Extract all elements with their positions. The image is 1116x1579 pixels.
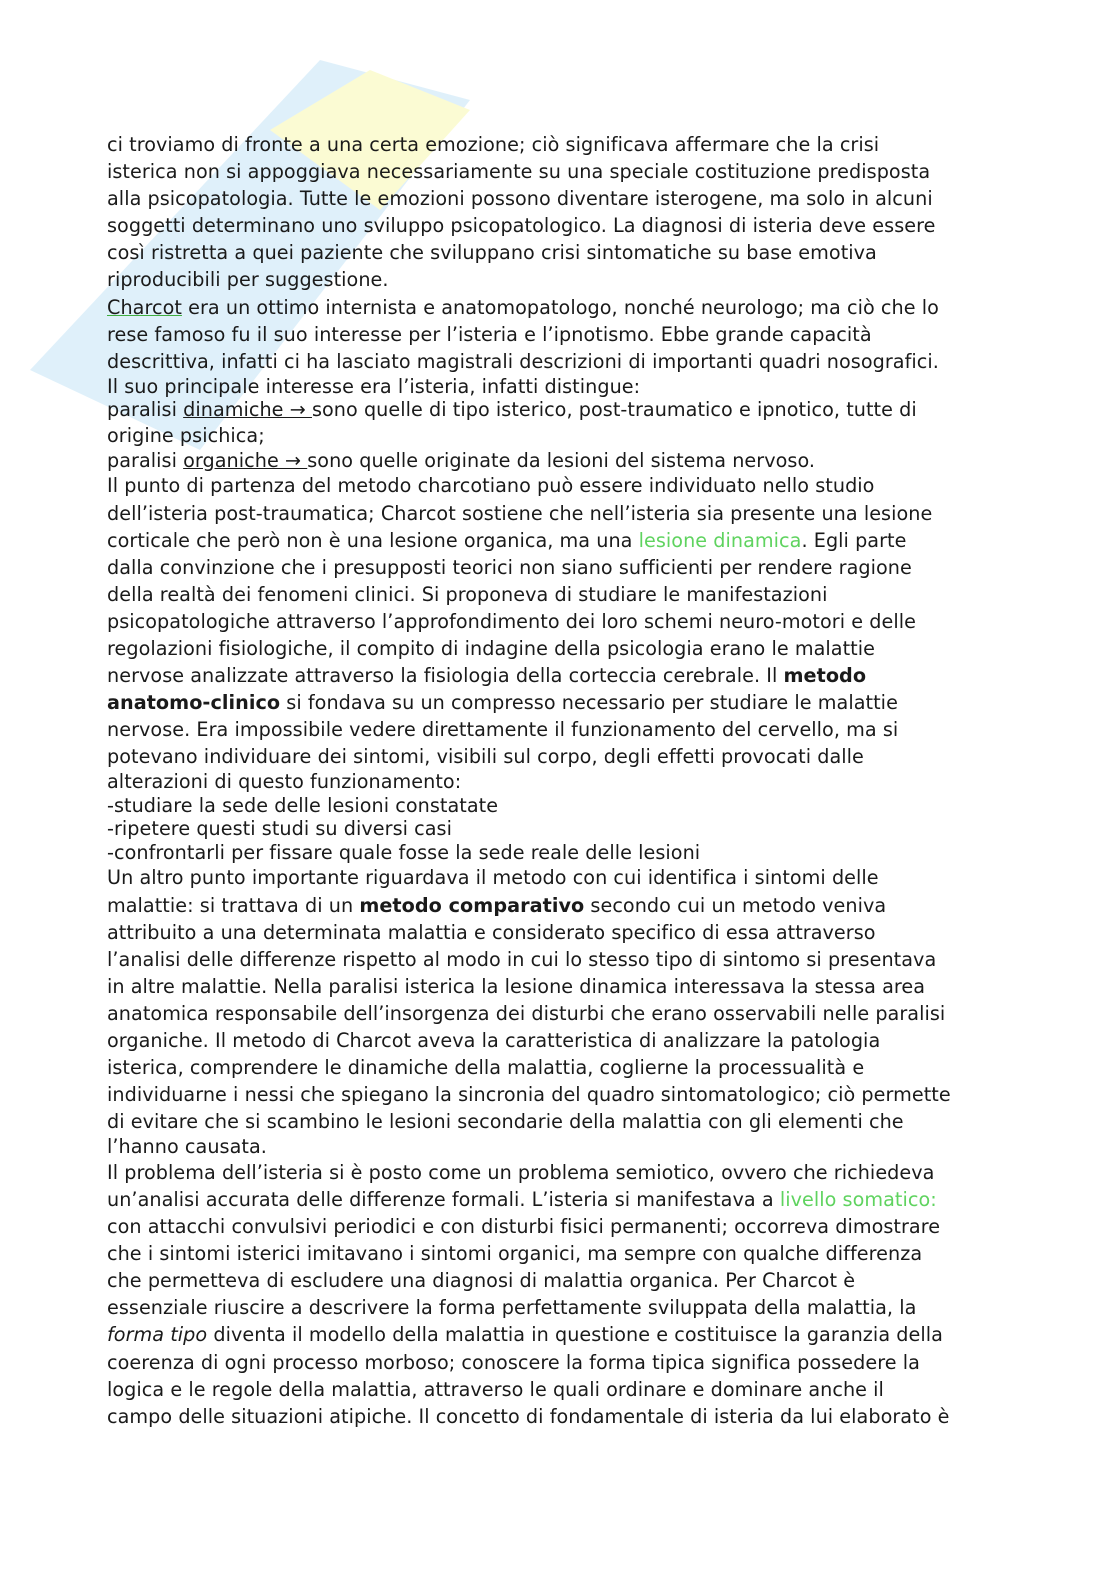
anatomo-clinico-bold: anatomo-clinico [107, 691, 281, 715]
text-line: logica e le regole della malattia, attraverso le quali ordinare e dominare anche il [107, 1377, 884, 1401]
text-line: origine psichica; [107, 423, 265, 447]
metodo-bold: metodo [783, 664, 867, 688]
list-item: -ripetere questi studi su diversi casi [107, 817, 452, 841]
dinamiche-underlined: dinamiche → [183, 398, 312, 422]
text-line: Il punto di partenza del metodo charcotiano può essere individuato nello studio [107, 474, 875, 498]
text-line [107, 689, 1007, 716]
text-line: organiche. Il metodo di Charcot aveva la caratteristica di analizzare la patologia [107, 1029, 881, 1053]
text-line: della realtà dei fenomeni clinici. Si proponeva di studiare le manifestazioni [107, 582, 828, 606]
text-line: in altre malattie. Nella paralisi isterica la lesione dinamica interessava la stessa area [107, 974, 926, 998]
text-span: paralisi [107, 448, 184, 472]
text-line: l’hanno causata. [107, 1135, 267, 1159]
charcot-underlined: Charcot [107, 295, 182, 319]
text-line: di evitare che si scambino le lesioni secondarie della malattia con gli elementi che [107, 1110, 904, 1134]
text-line: così ristretta a quei paziente che sviluppano crisi sintomatiche su base emotiva [107, 241, 877, 265]
text-line: alterazioni di questo funzionamento: [107, 770, 462, 794]
text-line [107, 662, 1007, 689]
text-line: Il suo principale interesse era l’isteria, infatti distingue: [107, 374, 641, 398]
text-line: riproducibili per suggestione. [107, 268, 389, 292]
text-span: diventa il modello della malattia in questione e costituisce la garanzia della [207, 1323, 943, 1347]
text-line: campo delle situazioni atipiche. Il concetto di fondamentale di isteria da lui elaborato è [107, 1404, 950, 1428]
text-line: che i sintomi isterici imitavano i sintomi organici, ma sempre con qualche differenza [107, 1242, 923, 1266]
text-line: psicopatologiche attraverso l’approfondimento dei loro schemi neuro-motori e delle [107, 609, 916, 633]
text-line: isterica, comprendere le dinamiche della malattia, coglierne la processualità e [107, 1056, 865, 1080]
livello-somatico-highlight: livello somatico: [779, 1188, 937, 1211]
text-line: attribuito a una determinata malattia e considerato specifico di essa attraverso [107, 920, 876, 944]
text-line [107, 449, 1007, 473]
text-line: anatomica responsabile dell’insorgenza dei disturbi che erano osservabili nelle paralisi [107, 1001, 946, 1025]
text-span: corticale che però non è una lesione organica, ma una [107, 528, 639, 552]
text-line: descrittiva, infatti ci ha lasciato magistrali descrizioni di importanti quadri nosografici. [107, 349, 939, 373]
text-span: secondo cui un metodo veniva [584, 893, 887, 917]
text-line [107, 527, 1007, 554]
text-span: si fondava su un compresso necessario per studiare le malattie [280, 691, 898, 715]
lesione-dinamica-highlight: lesione dinamica [638, 528, 802, 552]
text-line: individuarne i nessi che spiegano la sincronia del quadro sintomatologico; ciò permette [107, 1083, 951, 1107]
text-line: dalla convinzione che i presupposti teorici non siano sufficienti per rendere ragione [107, 555, 912, 579]
text-span: paralisi [107, 398, 184, 422]
text-line: Un altro punto importante riguardava il metodo con cui identifica i sintomi delle [107, 866, 879, 890]
text-line: rese famoso fu il suo interesse per l’isteria e l’ipnotismo. Ebbe grande capacità [107, 322, 872, 346]
text-line: ci troviamo di fronte a una certa emozione; ciò significava affermare che la crisi [107, 133, 880, 156]
list-item: -studiare la sede delle lesioni constatate [107, 793, 499, 817]
text-line [107, 892, 1007, 919]
organiche-underlined: organiche → [183, 448, 308, 472]
text-line: con attacchi convulsivi periodici e con disturbi fisici permanenti; occorreva dimostrare [107, 1215, 941, 1239]
text-line: coerenza di ogni processo morboso; conoscere la forma tipica significa possedere la [107, 1350, 920, 1374]
text-line: essenziale riuscire a descrivere la forma perfettamente sviluppata della malattia, la [107, 1296, 917, 1320]
text-line: regolazioni fisiologiche, il compito di indagine della psicologia erano le malattie [107, 637, 875, 660]
text-line: isterica non si appoggiava necessariamente su una speciale costituzione predisposta [107, 160, 931, 184]
text-line: soggetti determinano uno sviluppo psicopatologico. La diagnosi di isteria deve essere [107, 214, 936, 238]
text-line: alla psicopatologia. Tutte le emozioni possono diventare isterogene, ma solo in alcuni [107, 187, 933, 211]
text-line [107, 1321, 1007, 1348]
text-span: . Egli parte [801, 528, 907, 552]
text-span: sono quelle originate da lesioni del sistema nervoso. [307, 448, 816, 472]
text-line: Il problema dell’isteria si è posto come un problema semiotico, ovvero che richiedeva [107, 1160, 935, 1184]
document-body [107, 131, 1007, 1430]
text-line: che permetteva di escludere una diagnosi di malattia organica. Per Charcot è [107, 1269, 856, 1293]
text-line: dell’isteria post-traumatica; Charcot sostiene che nell’isteria sia presente una lesione [107, 501, 933, 525]
text-line: l’analisi delle differenze rispetto al modo in cui lo stesso tipo di sintomo si presentava [107, 947, 937, 971]
text-line [107, 294, 1007, 321]
text-line [107, 1186, 1007, 1213]
forma-tipo-italic: forma tipo [107, 1323, 208, 1347]
text-line [107, 398, 1007, 422]
text-span: un’analisi accurata delle differenze formali. L’isteria si manifestava a [107, 1188, 780, 1211]
text-line: potevano individuare dei sintomi, visibili sul corpo, degli effetti provocati dalle [107, 745, 864, 769]
metodo-comparativo-bold: metodo comparativo [359, 893, 585, 917]
list-item: -confrontarli per fissare quale fosse la sede reale delle lesioni [107, 840, 701, 864]
text-span: era un ottimo internista e anatomopatologo, nonché neurologo; ma ciò che lo [181, 295, 939, 319]
text-line: nervose. Era impossibile vedere direttamente il funzionamento del cervello, ma si [107, 718, 899, 742]
text-span: nervose analizzate attraverso la fisiologia della corteccia cerebrale. Il [107, 664, 784, 688]
text-span: malattie: si trattava di un [107, 893, 360, 917]
text-span: sono quelle di tipo isterico, post-traumatico e ipnotico, tutte di [311, 398, 917, 422]
